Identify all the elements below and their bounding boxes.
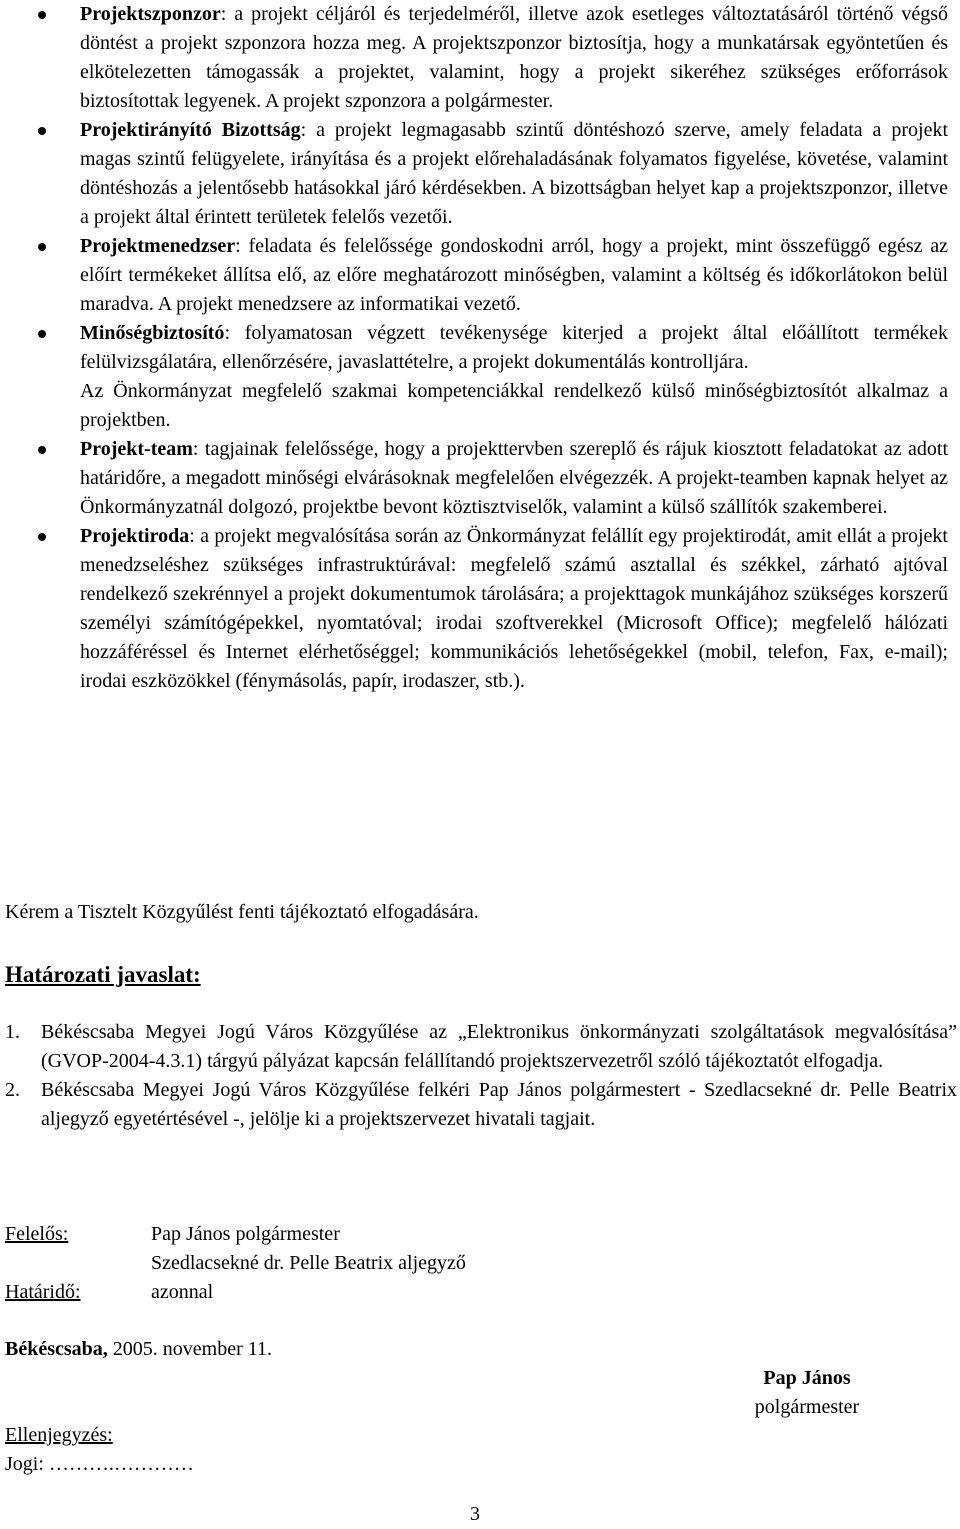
countersign-label: Ellenjegyzés: xyxy=(5,1424,113,1446)
role-list xyxy=(0,0,960,696)
resolution-number: 2. xyxy=(5,1079,20,1101)
resolution-text: Békéscsaba Megyei Jogú Város Közgyűlése az „Elektronikus önkormányzati szolgáltatások megvalósítása” (GVOP-2004-4.3.1) tárgyú pályázat kapcsán felállítandó projektszervezetről szóló tájékoztatót elfogadja. xyxy=(41,1021,957,1072)
role-term: Projektiroda xyxy=(80,525,190,547)
role-text: : tagjainak felelőssége, hogy a projekttervben szereplő és rájuk kiosztott feladatokat az adott határidőre, a megadott minőségi elvárásoknak megfelelően elvégezzék. A projekt-teamben kapnak helyet az Önkormányzatnál dolgozó, projektbe bevont köztisztviselők, valamint a külső szállítók szakemberei. xyxy=(80,438,948,518)
place: Békéscsaba, xyxy=(5,1338,108,1360)
bullet-icon xyxy=(38,533,46,541)
resolution-heading: Határozati javaslat: xyxy=(5,962,201,987)
role-text: : a projekt megvalósítása során az Önkormányzat felállít egy projektirodát, amit ellát a projekt menedzseléshez szükséges infrastruktúrával: megfelelő számú asztallal és székkel, zárható ajtóval rendelkező szekrénnyel a projekt dokumentumok tárolására; a projekttagok munkájához szükséges korszerű személyi számítógépekkel, nyomtatóval; irodai szoftverekkel (Microsoft Office); megfelelő hálózati hozzáféréssel és Internet elérhetőséggel; kommunikációs lehetőségekkel (mobil, telefon, Fax, e-mail); irodai eszközökkel (fénymásolás, papír, irodaszer, stb.). xyxy=(80,525,948,692)
role-term: Projekt-team xyxy=(80,438,193,460)
role-text: : a projekt legmagasabb szintű döntéshozó szerve, amely feladata a projekt magas szintű felügyelete, irányítása és a projekt előrehaladásának folyamatos figyelése, követése, valamint döntéshozás a jelentősebb hatásokkal járó kérdésekben. A bizottságban helyet kap a projektszponzor, illetve a projekt által érintett területek felelős vezetői. xyxy=(80,119,949,228)
resolution-number: 1. xyxy=(5,1021,20,1043)
bullet-icon xyxy=(38,127,46,135)
legal-line xyxy=(5,1450,955,1479)
role-extra-text: Az Önkormányzat megfelelő szakmai kompetenciákkal rendelkező külső minőségbiztosítót alkalmaz a projektben. xyxy=(80,380,948,431)
resolution-item xyxy=(5,1076,957,1134)
role-item-iranyito-bizottsag xyxy=(0,116,960,232)
legal-dots: ……….………… xyxy=(43,1453,194,1475)
signer-name: Pap János xyxy=(763,1367,851,1389)
role-item-projektiroda xyxy=(0,522,960,696)
role-term: Projektszponzor xyxy=(80,3,221,25)
role-item-minosegbiztosito xyxy=(0,319,960,435)
bullet-icon xyxy=(38,243,46,251)
role-text: : folyamatosan végzett tevékenysége kiterjed a projekt által előállított termékek felülvizsgálatára, ellenőrzésére, javaslattételre, a projekt dokumentálás kontrolljára. xyxy=(80,322,948,373)
role-text: : a projekt céljáról és terjedelméről, illetve azok esetleges változtatásáról történő végső döntést a projekt szponzora hozza meg. A projektszponzor biztosítja, hogy a munkatársak egyöntetűen és elkötelezetten támogassák a projektet, valamint, hogy a projekt sikeréhez szükséges erőforrások biztosítottak legyenek. A projekt szponzora a polgármester. xyxy=(80,3,948,112)
role-text: : feladata és felelőssége gondoskodni arról, hogy a projekt, mint összefüggő egész az előírt termékeket állítsa elő, az előre meghatározott minőségben, valamint a költség és időkorlátokon belül maradva. A projekt menedzsere az informatikai vezető. xyxy=(80,235,948,315)
date: 2005. november 11. xyxy=(107,1338,273,1360)
legal-label: Jogi: xyxy=(5,1453,44,1475)
bullet-icon xyxy=(38,330,46,338)
page-number: 3 xyxy=(470,1503,480,1525)
role-term: Minőségbiztosító xyxy=(80,322,225,344)
bullet-icon xyxy=(38,446,46,454)
role-item-projekt-team xyxy=(0,435,960,522)
bullet-icon xyxy=(38,11,46,19)
resolution-list xyxy=(5,1018,957,1134)
role-term: Projektmenedzser xyxy=(80,235,236,257)
signer-title: polgármester xyxy=(754,1396,860,1418)
request-text: Kérem a Tisztelt Közgyűlést fenti tájékoztató elfogadására. xyxy=(5,901,479,923)
resolution-item xyxy=(5,1018,957,1076)
responsible-label: Felelős: xyxy=(5,1223,69,1245)
resolution-text: Békéscsaba Megyei Jogú Város Közgyűlése felkéri Pap János polgármestert - Szedlacsekné dr. Pelle Beatrix aljegyző egyetértésével -, jelölje ki a projektszervezet hivatali tagjait. xyxy=(41,1079,957,1130)
place-date-line xyxy=(5,1335,955,1364)
responsible-value-1: Pap János polgármester xyxy=(151,1223,340,1245)
signature-block xyxy=(742,1364,872,1422)
role-item-projektmenedzser xyxy=(0,232,960,319)
deadline-value: azonnal xyxy=(151,1281,214,1303)
countersign-line xyxy=(5,1421,955,1450)
role-item-projektszponzor xyxy=(0,0,960,116)
deadline-label: Határidő: xyxy=(5,1281,81,1303)
role-term: Projektirányító Bizottság xyxy=(80,119,301,141)
responsible-value-2: Szedlacsekné dr. Pelle Beatrix aljegyző xyxy=(151,1252,466,1274)
